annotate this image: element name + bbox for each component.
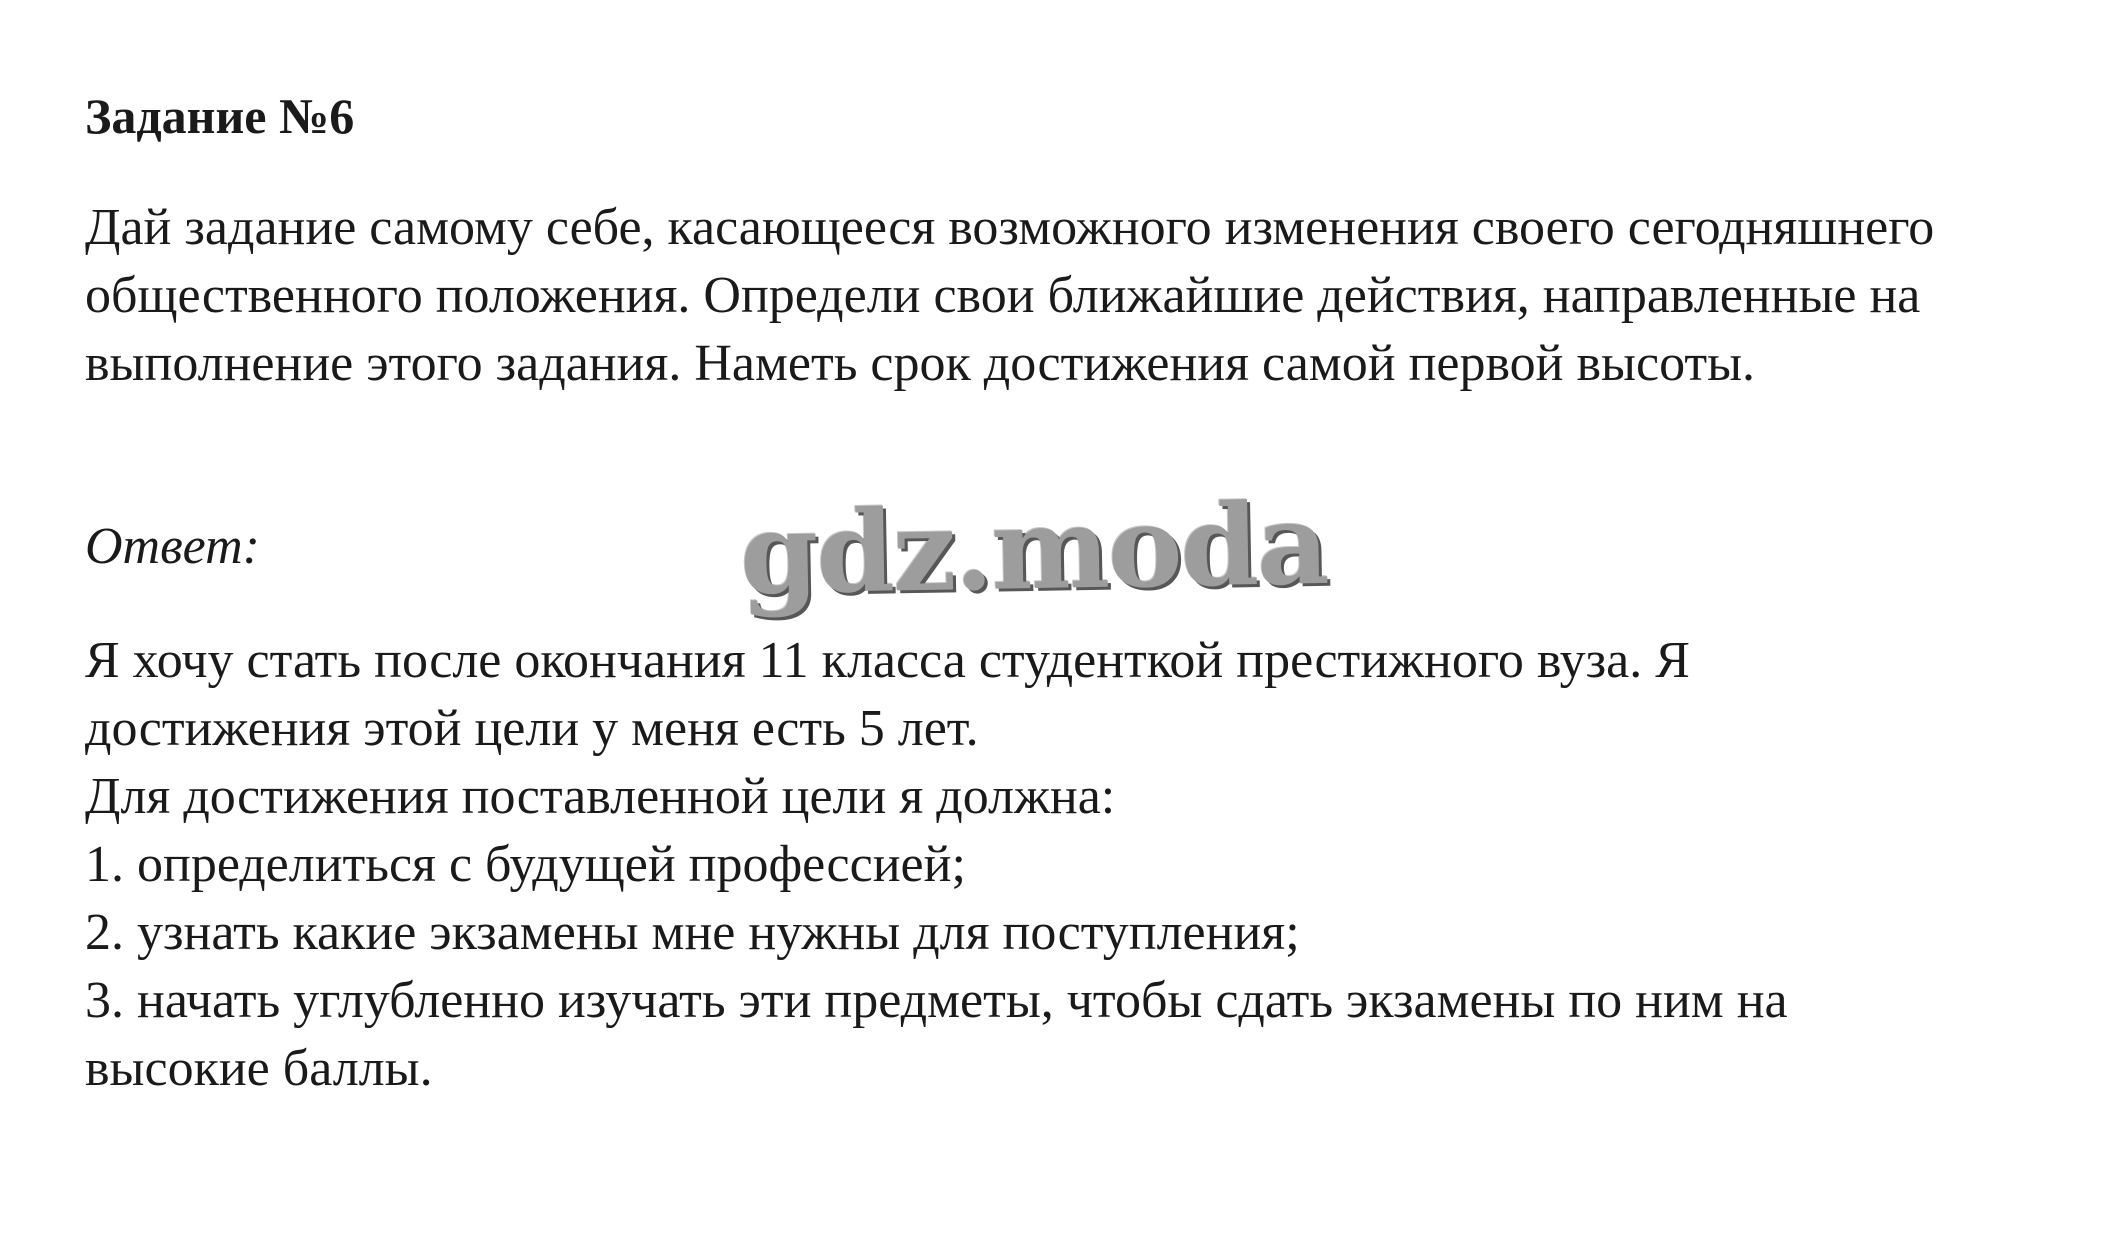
watermark-logo: gdz.moda xyxy=(738,478,1329,621)
answer-line: высокие баллы. xyxy=(85,1040,433,1097)
answer-text xyxy=(85,627,2075,1103)
task-text: Дай задание самому себе, касающееся возможного изменения своего сегодняшнего общественного положения. Определи свои ближайшие действия, направленные на выполнение этого задания. Наметь срок достижения самой первой высоты. xyxy=(85,199,1935,392)
answer-line: Я хочу стать после окончания 11 класса студенткой престижного вуза. Я xyxy=(85,632,1690,689)
answer-list-item: 3. начать углубленно изучать эти предметы, чтобы сдать экзамены по ним на xyxy=(85,972,1788,1029)
task-title: Задание №6 xyxy=(85,88,355,144)
answer-label: Ответ: xyxy=(85,518,260,575)
answer-line: Для достижения поставленной цели я должна: xyxy=(85,768,1116,825)
answer-line: достижения этой цели у меня есть 5 лет. xyxy=(85,700,979,757)
answer-list-item: 1. определиться с будущей профессией; xyxy=(85,836,966,893)
answer-list-item: 2. узнать какие экзамены мне нужны для поступления; xyxy=(85,904,1300,961)
